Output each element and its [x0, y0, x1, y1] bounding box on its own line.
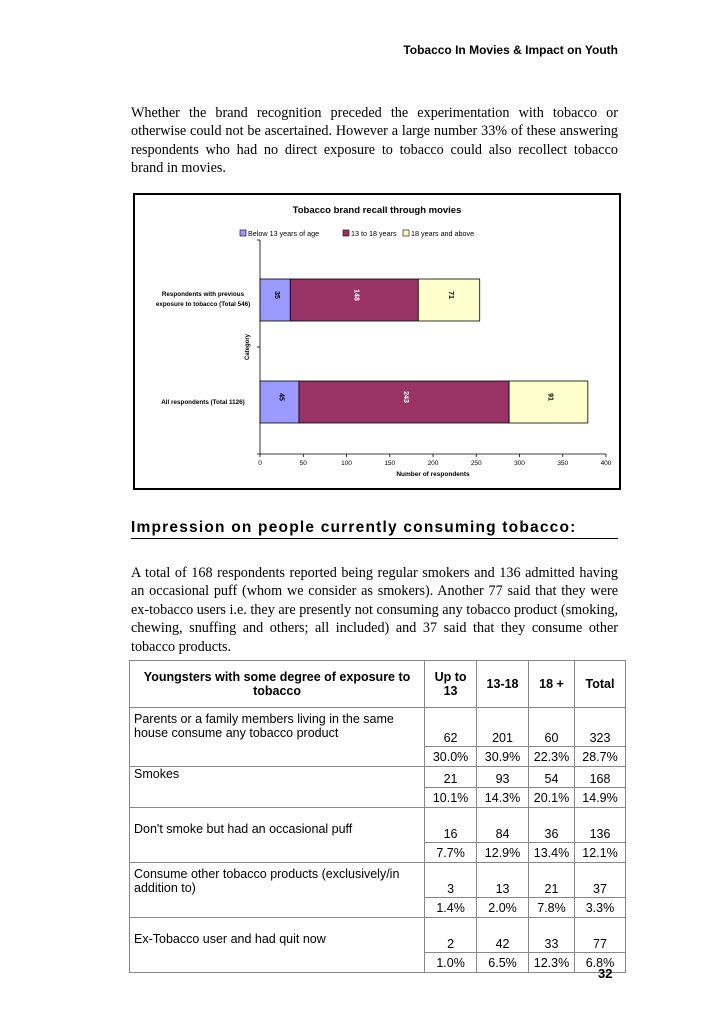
bar-segment — [418, 279, 479, 321]
count-cell: 21 — [425, 767, 477, 788]
count-cell: 168 — [574, 767, 625, 788]
percent-cell: 22.3% — [529, 747, 575, 767]
x-tick-label: 350 — [557, 460, 569, 467]
percent-cell: 1.0% — [425, 953, 477, 973]
count-cell: 93 — [477, 767, 529, 788]
count-cell: 201 — [477, 708, 529, 747]
table-row — [130, 863, 626, 898]
brand-recall-chart-svg — [135, 195, 619, 488]
x-tick-label: 400 — [600, 460, 612, 467]
chart-title: Tobacco brand recall through movies — [292, 205, 462, 216]
row-label: Smokes — [130, 767, 425, 808]
x-tick-label: 0 — [258, 460, 262, 467]
percent-cell: 12.3% — [529, 953, 575, 973]
count-cell: 33 — [529, 918, 575, 953]
page-number: 32 — [598, 966, 613, 981]
percent-cell: 28.7% — [574, 747, 625, 767]
percent-cell: 6.5% — [477, 953, 529, 973]
count-cell: 54 — [529, 767, 575, 788]
count-cell: 60 — [529, 708, 575, 747]
count-cell: 136 — [574, 808, 625, 843]
brand-recall-chart — [133, 193, 621, 490]
count-cell: 2 — [425, 918, 477, 953]
exposure-table — [129, 660, 626, 973]
bar-segment — [260, 381, 299, 423]
intro-paragraph: Whether the brand recognition preceded the experimentation with tobacco or otherwise could not be ascertained. However a large number 33% of these answering respondents who had no direct exposure to tobacco could also recollect tobacco brand in movies. — [131, 105, 618, 177]
category-label: exposure to tobacco (Total 546) — [155, 301, 251, 308]
header-total: Total — [574, 661, 625, 708]
percent-cell: 1.4% — [425, 898, 477, 918]
data-label: 91 — [546, 393, 554, 401]
percent-cell: 30.0% — [425, 747, 477, 767]
header-18-plus: 18 + — [529, 661, 575, 708]
percent-cell: 13.4% — [529, 843, 575, 863]
count-cell: 21 — [529, 863, 575, 898]
header-category: Youngsters with some degree of exposure to tobacco — [130, 661, 425, 708]
count-cell: 36 — [529, 808, 575, 843]
count-cell: 62 — [425, 708, 477, 747]
percent-cell: 14.3% — [477, 788, 529, 808]
data-label: 71 — [447, 291, 455, 299]
percent-cell: 14.9% — [574, 788, 625, 808]
row-label: Ex-Tobacco user and had quit now — [130, 918, 425, 973]
row-label: Don't smoke but had an occasional puff — [130, 808, 425, 863]
x-tick-label: 150 — [384, 460, 396, 467]
x-tick-label: 300 — [514, 460, 525, 467]
table-header-row — [130, 661, 626, 708]
percent-cell: 12.1% — [574, 843, 625, 863]
consumption-paragraph: A total of 168 respondents reported being regular smokers and 136 admitted having an occasional puff (whom we consider as smokers). Another 77 said that they were ex-tobacco users i.e. they are presently not consuming any tobacco product (smoking, chewing, snuffing and others; all included) and 37 said that they consume other tobacco products. — [131, 565, 618, 655]
percent-cell: 7.8% — [529, 898, 575, 918]
row-label: Parents or a family members living in the same house consume any tobacco product — [130, 708, 425, 767]
category-label: Respondents with previous — [161, 291, 245, 298]
x-tick-label: 100 — [341, 460, 352, 467]
y-axis-label: Category — [245, 333, 251, 361]
count-cell: 323 — [574, 708, 625, 747]
x-axis-label: Number of respondents — [396, 471, 470, 478]
x-tick-label: 200 — [427, 460, 439, 467]
legend-swatch — [403, 230, 409, 236]
data-label: 243 — [402, 391, 410, 403]
percent-cell: 2.0% — [477, 898, 529, 918]
percent-cell: 3.3% — [574, 898, 625, 918]
data-label: 148 — [352, 289, 360, 301]
data-label: 35 — [273, 291, 281, 299]
legend-label: 18 years and above — [411, 229, 475, 238]
percent-cell: 20.1% — [529, 788, 575, 808]
section-heading: Impression on people currently consuming tobacco: — [131, 519, 618, 539]
count-cell: 16 — [425, 808, 477, 843]
running-header: Tobacco In Movies & Impact on Youth — [403, 43, 618, 57]
legend-label: Below 13 years of age — [248, 229, 320, 238]
count-cell: 3 — [425, 863, 477, 898]
table-row — [130, 708, 626, 747]
bar-segment — [509, 381, 588, 423]
table-row — [130, 767, 626, 788]
percent-cell: 6.8% — [574, 953, 625, 973]
header-13-18: 13-18 — [477, 661, 529, 708]
count-cell: 84 — [477, 808, 529, 843]
percent-cell: 10.1% — [425, 788, 477, 808]
legend-label: 13 to 18 years — [351, 229, 397, 238]
x-tick-label: 250 — [470, 460, 482, 467]
legend-swatch — [343, 230, 349, 236]
header-up-to-13: Up to 13 — [425, 661, 477, 708]
percent-cell: 30.9% — [477, 747, 529, 767]
category-label: All respondents (Total 1126) — [161, 399, 245, 406]
legend-swatch — [240, 230, 246, 236]
row-label: Consume other tobacco products (exclusively/in addition to) — [130, 863, 425, 918]
count-cell: 77 — [574, 918, 625, 953]
table-row — [130, 808, 626, 843]
table-row — [130, 918, 626, 953]
percent-cell: 7.7% — [425, 843, 477, 863]
percent-cell: 12.9% — [477, 843, 529, 863]
data-label: 45 — [277, 393, 285, 401]
count-cell: 13 — [477, 863, 529, 898]
count-cell: 42 — [477, 918, 529, 953]
count-cell: 37 — [574, 863, 625, 898]
bar-segment — [260, 279, 290, 321]
x-tick-label: 50 — [299, 460, 307, 467]
